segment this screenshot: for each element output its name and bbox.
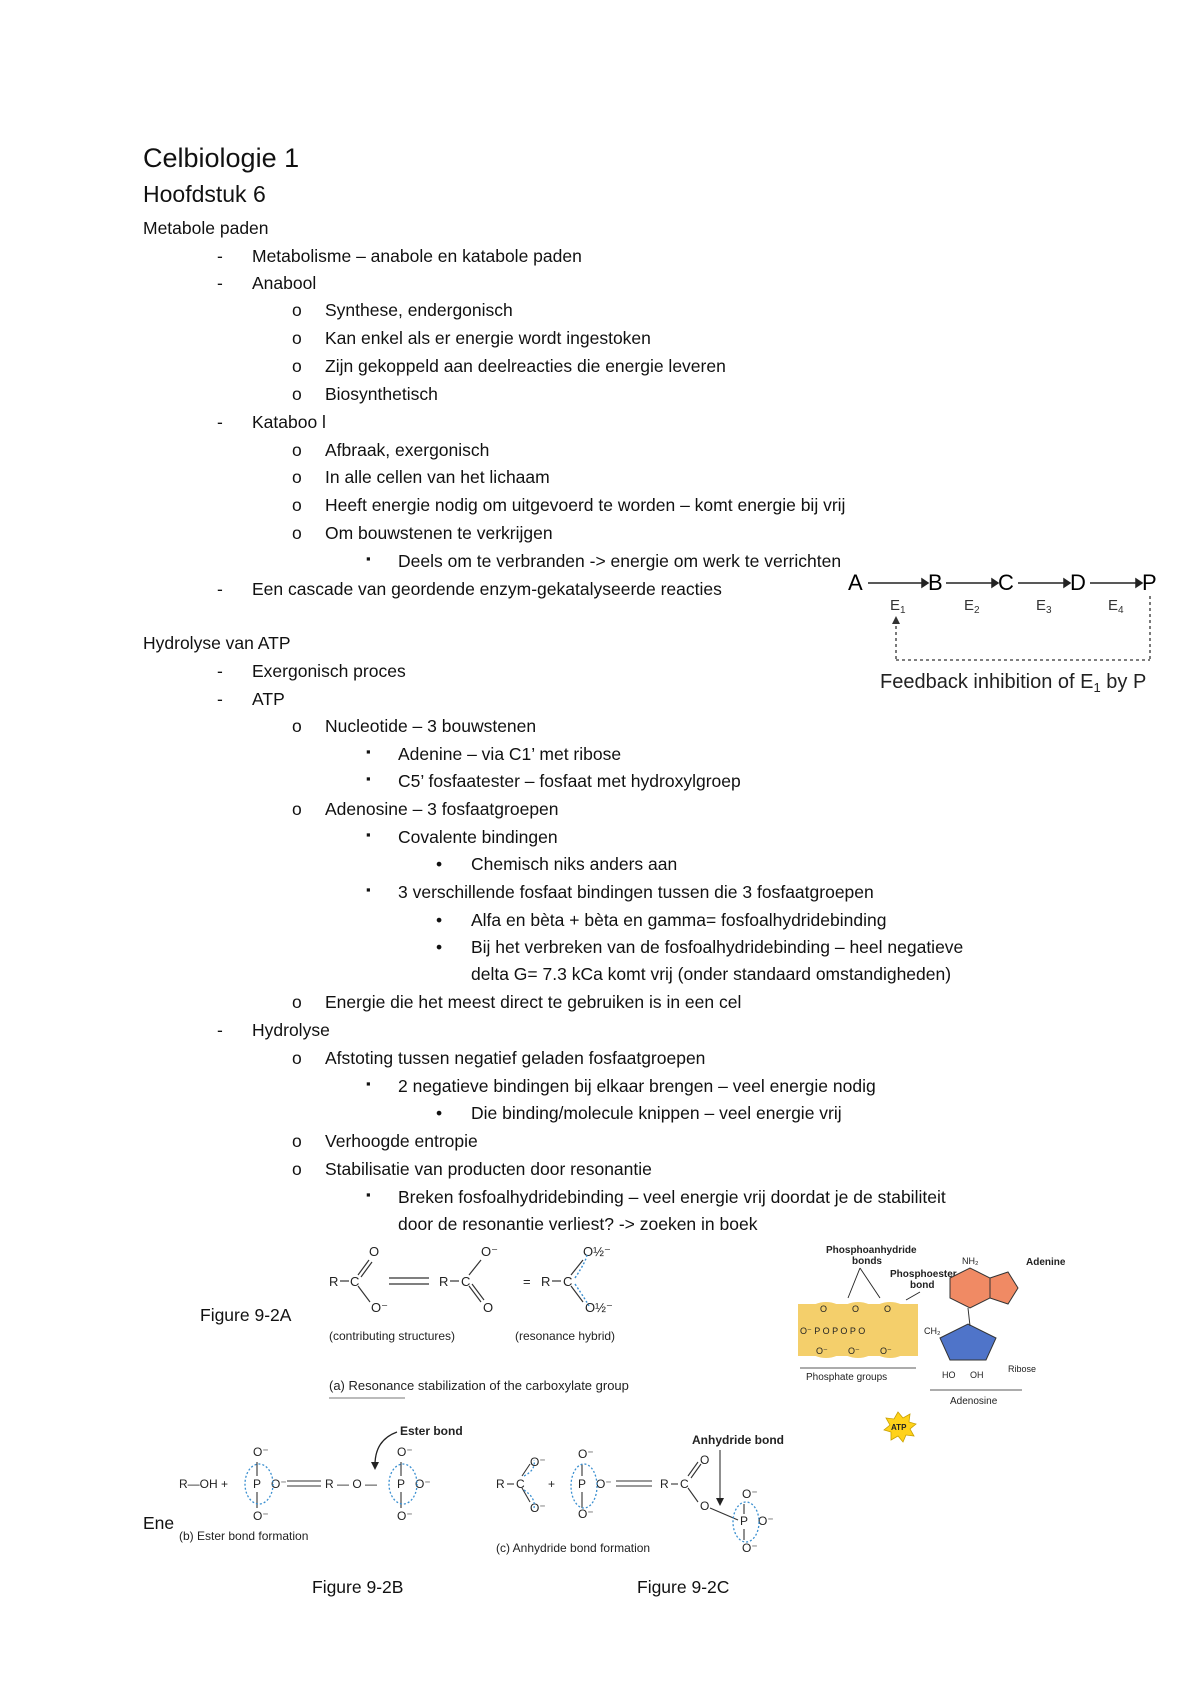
enzyme-label: $E_4$ xyxy=(1108,597,1124,616)
oh-label: OH xyxy=(970,1370,984,1380)
anhydride-bond-label: Anhydride bond xyxy=(692,1433,784,1447)
ester-reactant: R—OH + xyxy=(179,1477,229,1491)
list-marker: • xyxy=(436,1103,443,1123)
list-item: Afstoting tussen negatief geladen fosfaatgroepen xyxy=(325,1048,706,1068)
list-marker: o xyxy=(292,495,302,515)
list-marker: o xyxy=(292,1159,302,1179)
atom-label: P xyxy=(253,1477,262,1491)
feedback-caption: Feedback inhibition of $E_1$ by P xyxy=(880,671,1147,695)
nh2-label: NH₂ xyxy=(962,1256,979,1266)
list-item: 2 negatieve bindingen bij elkaar brengen – veel energie nodig xyxy=(398,1076,876,1096)
cascade-node: B xyxy=(928,570,943,595)
resonance-left-label: (contributing structures) xyxy=(329,1329,456,1343)
document-title: Celbiologie 1 xyxy=(143,143,300,173)
list-item: 3 verschillende fosfaat bindingen tussen die 3 fosfaatgroepen xyxy=(398,882,874,902)
cascade-node: D xyxy=(1070,570,1086,595)
atom-label: P xyxy=(740,1514,749,1528)
stray-text: Ene xyxy=(143,1513,175,1533)
ester-product: R — O — xyxy=(325,1477,378,1491)
list-item: Die binding/molecule knippen – veel energie vrij xyxy=(471,1103,842,1123)
atom-label: O⁻ xyxy=(271,1477,287,1491)
atp-structure-figure xyxy=(790,1240,1090,1450)
atom-label: O⁻ xyxy=(578,1507,594,1521)
enzyme-label: $E_3$ xyxy=(1036,597,1052,616)
feedback-arrowhead xyxy=(892,616,900,624)
anhydride-caption: (c) Anhydride bond formation xyxy=(496,1541,651,1555)
atom-label: O xyxy=(700,1499,710,1513)
atom-label: O⁻ xyxy=(397,1445,413,1459)
list-marker: - xyxy=(217,1020,223,1040)
list-item: Chemisch niks anders aan xyxy=(471,854,678,874)
figure-label-9-2b: Figure 9-2B xyxy=(312,1577,404,1597)
figure-label-9-2a: Figure 9-2A xyxy=(200,1305,292,1325)
list-item: Deels om te verbranden -> energie om werk te verrichten xyxy=(398,551,842,571)
list-item: Exergonisch proces xyxy=(252,661,406,681)
ch2-label: CH₂ xyxy=(924,1326,941,1336)
atom-label: O⁻ xyxy=(742,1487,758,1501)
atom-label: O½⁻ xyxy=(585,1300,613,1315)
list-marker: - xyxy=(217,273,223,293)
atom-label: O xyxy=(700,1453,710,1467)
atom-label: O⁻ xyxy=(253,1509,269,1523)
cascade-node: A xyxy=(848,570,863,595)
list-marker: • xyxy=(436,910,443,930)
atom-label: C xyxy=(516,1477,525,1491)
atom-label: O⁻ xyxy=(530,1455,546,1469)
list-item: ATP xyxy=(252,689,285,709)
list-marker: - xyxy=(217,412,223,432)
atom-label: O xyxy=(369,1244,380,1259)
list-marker: o xyxy=(292,1048,302,1068)
atom-label: R xyxy=(329,1274,339,1289)
atom-label: O⁻ xyxy=(758,1514,774,1528)
bonds-label: bonds xyxy=(852,1256,882,1267)
list-item: Breken fosfoalhydridebinding – veel energie vrij doordat je de stabiliteit xyxy=(398,1187,946,1207)
atom-label: O xyxy=(483,1300,494,1315)
feedback-inhibition-diagram xyxy=(848,570,1178,700)
list-marker: ▪ xyxy=(366,551,371,566)
list-item: C5’ fosfaatester – fosfaat met hydroxylgroep xyxy=(398,771,741,791)
list-marker: o xyxy=(292,523,302,543)
adenine-label: Adenine xyxy=(1026,1257,1066,1268)
list-item-continuation: door de resonantie verliest? -> zoeken in boek xyxy=(398,1214,758,1234)
atom-label: R xyxy=(439,1274,449,1289)
list-marker: ▪ xyxy=(366,744,371,759)
adenosine-label: Adenosine xyxy=(950,1396,998,1407)
svg-text:O: O xyxy=(852,1304,860,1314)
ester-caption: (b) Ester bond formation xyxy=(179,1529,309,1543)
atom-label: C xyxy=(350,1274,360,1289)
list-marker: - xyxy=(217,661,223,681)
atom-label: O⁻ xyxy=(578,1447,594,1461)
list-item: Stabilisatie van producten door resonantie xyxy=(325,1159,652,1179)
chapter-title: Hoofdstuk 6 xyxy=(143,181,266,207)
list-item: Verhoogde entropie xyxy=(325,1131,478,1151)
plus-sign: + xyxy=(548,1477,556,1491)
list-item: Nucleotide – 3 bouwstenen xyxy=(325,716,537,736)
list-item: Hydrolyse xyxy=(252,1020,330,1040)
atp-badge-text: ATP xyxy=(891,1423,907,1432)
list-item: In alle cellen van het lichaam xyxy=(325,467,550,487)
atom-label: O⁻ xyxy=(371,1300,388,1315)
list-marker: o xyxy=(292,716,302,736)
list-item: Anabool xyxy=(252,273,317,293)
section-heading-hydrolyse: Hydrolyse van ATP xyxy=(143,633,291,653)
list-marker: o xyxy=(292,300,302,320)
list-marker: o xyxy=(292,440,302,460)
list-marker: ▪ xyxy=(366,882,371,897)
cascade-node: P xyxy=(1142,570,1157,595)
list-marker: - xyxy=(217,579,223,599)
phosphate-groups-label: Phosphate groups xyxy=(806,1372,888,1383)
list-marker: o xyxy=(292,356,302,376)
list-item: Om bouwstenen te verkrijgen xyxy=(325,523,553,543)
atom-label: R xyxy=(496,1477,505,1491)
list-item: Kataboo l xyxy=(252,412,326,432)
svg-text:O⁻: O⁻ xyxy=(880,1346,892,1356)
atom-label: O⁻ xyxy=(481,1244,498,1259)
atom-label: O⁻ xyxy=(397,1509,413,1523)
atom-label: O⁻ xyxy=(742,1541,758,1555)
list-item: Energie die het meest direct te gebruiken is in een cel xyxy=(325,992,742,1012)
list-marker: o xyxy=(292,467,302,487)
enzyme-label: $E_1$ xyxy=(890,597,906,616)
list-item: Zijn gekoppeld aan deelreacties die energie leveren xyxy=(325,356,726,376)
atom-label: = xyxy=(523,1274,531,1289)
list-marker: ▪ xyxy=(366,827,371,842)
atom-label: R xyxy=(660,1477,669,1491)
list-marker: o xyxy=(292,799,302,819)
list-marker: o xyxy=(292,1131,302,1151)
list-marker: o xyxy=(292,384,302,404)
list-item: Bij het verbreken van de fosfoalhydridebinding – heel negatieve xyxy=(471,937,964,957)
svg-text:O⁻: O⁻ xyxy=(848,1346,860,1356)
phosphoester-bond-label: bond xyxy=(910,1280,935,1291)
list-item: Adenine – via C1’ met ribose xyxy=(398,744,622,764)
svg-text:O: O xyxy=(884,1304,892,1314)
phosphoester-label: Phosphoester xyxy=(890,1269,957,1280)
atom-label: P xyxy=(578,1477,587,1491)
atom-label: P xyxy=(397,1477,406,1491)
svg-text:O⁻ P O P O P O: O⁻ P O P O P O xyxy=(800,1326,866,1336)
svg-text:O: O xyxy=(820,1304,828,1314)
list-item: Covalente bindingen xyxy=(398,827,558,847)
list-item: Afbraak, exergonisch xyxy=(325,440,490,460)
list-marker: - xyxy=(217,689,223,709)
list-item: Een cascade van geordende enzym-gekatalyseerde reacties xyxy=(252,579,722,599)
anhydride-bond-figure xyxy=(492,1430,792,1560)
atom-label: O⁻ xyxy=(253,1445,269,1459)
list-item: Kan enkel als er energie wordt ingestoken xyxy=(325,328,651,348)
list-marker: - xyxy=(217,246,223,266)
ester-bond-label: Ester bond xyxy=(400,1424,463,1438)
list-item: Synthese, endergonisch xyxy=(325,300,513,320)
svg-text:O⁻: O⁻ xyxy=(816,1346,828,1356)
atom-label: C xyxy=(563,1274,573,1289)
list-marker: • xyxy=(436,937,443,957)
list-item: Alfa en bèta + bèta en gamma= fosfoalhydridebinding xyxy=(471,910,887,930)
resonance-figure xyxy=(325,1240,645,1415)
enzyme-label: $E_2$ xyxy=(964,597,980,616)
atom-label: O½⁻ xyxy=(583,1244,611,1259)
ester-bond-figure xyxy=(175,1420,465,1555)
list-item-continuation: delta G= 7.3 kCa komt vrij (onder standaard omstandigheden) xyxy=(471,964,952,984)
list-marker: o xyxy=(292,992,302,1012)
resonance-caption: (a) Resonance stabilization of the carboxylate group xyxy=(329,1378,629,1393)
resonance-right-label: (resonance hybrid) xyxy=(515,1329,616,1343)
list-item: Adenosine – 3 fosfaatgroepen xyxy=(325,799,559,819)
atom-label: O⁻ xyxy=(415,1477,431,1491)
atom-label: C xyxy=(680,1477,689,1491)
list-item: Biosynthetisch xyxy=(325,384,438,404)
list-marker: ▪ xyxy=(366,1076,371,1091)
cascade-node: C xyxy=(998,570,1014,595)
figure-label-9-2c: Figure 9-2C xyxy=(637,1577,730,1597)
atom-label: O⁻ xyxy=(596,1477,612,1491)
atom-label: C xyxy=(461,1274,471,1289)
list-marker: ▪ xyxy=(366,771,371,786)
phosphoanhydride-label: Phosphoanhydride xyxy=(826,1245,917,1256)
atom-label: R xyxy=(541,1274,551,1289)
list-item: Metabolisme – anabole en katabole paden xyxy=(252,246,582,266)
section-heading-metabole-paden: Metabole paden xyxy=(143,218,269,238)
ribose-label: Ribose xyxy=(1008,1364,1037,1374)
list-item: Heeft energie nodig om uitgevoerd te worden – komt energie bij vrij xyxy=(325,495,846,515)
list-marker: • xyxy=(436,854,443,874)
list-marker: o xyxy=(292,328,302,348)
atom-label: O⁻ xyxy=(530,1501,546,1515)
ribose-ring-icon xyxy=(940,1324,996,1360)
ho-label: HO xyxy=(942,1370,956,1380)
adenine-ring-icon xyxy=(990,1272,1018,1304)
list-marker: ▪ xyxy=(366,1187,371,1202)
